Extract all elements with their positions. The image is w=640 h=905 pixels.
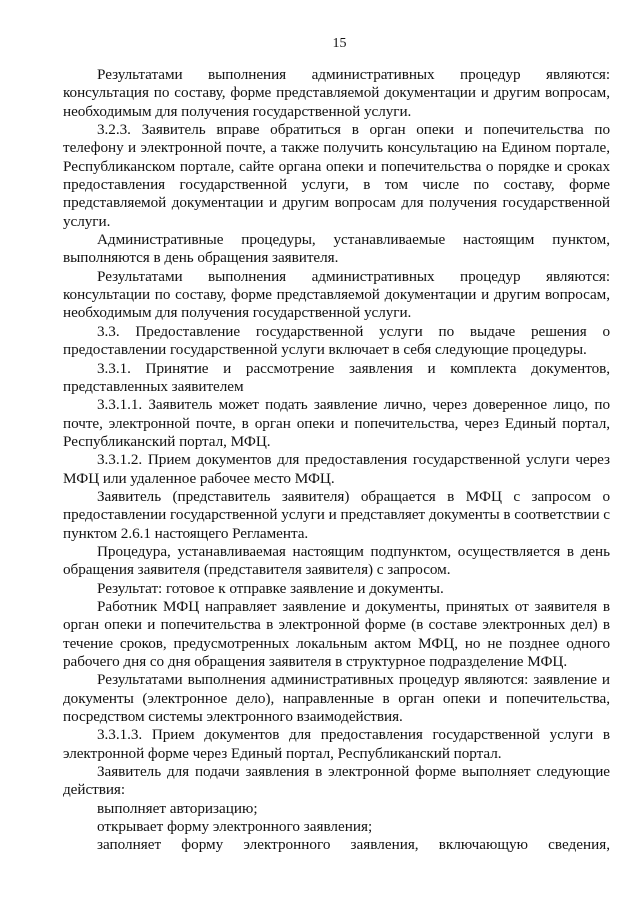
- paragraph-3-2-3: 3.2.3. Заявитель вправе обратиться в орган опеки и попечительства по телефону и электронной почте, а также получить консультацию на Едином портале, Республиканском портале, сайте органа опеки и попечительства о порядке и сроках предоставления государственной услуги, в том числе по составу, форме представляемой документации и другим вопросам для получения государственной услуги.: [63, 121, 610, 230]
- list-item-authorization: выполняет авторизацию;: [97, 799, 258, 817]
- paragraph-results-consultation: Результатами выполнения административных процедур являются: консультация по составу, форме представляемой документации и другим вопросам, необходимым для получения государственной услуги.: [63, 66, 610, 120]
- paragraph-result: Результат: готовое к отправке заявление и документы.: [97, 579, 444, 597]
- paragraph-3-3-1-3: 3.3.1.3. Прием документов для предоставления государственной услуги в электронной форме через Единый портал, Республиканский портал.: [63, 726, 610, 762]
- paragraph-applicant-actions: Заявитель для подачи заявления в электронной форме выполняет следующие действия:: [63, 763, 610, 799]
- paragraph-results-electronic: Результатами выполнения административных процедур являются: заявление и документы (электронное дело), направленные в орган опеки и попечительства, посредством системы электронного взаимодействия.: [63, 671, 610, 726]
- paragraph-3-3-1-1: 3.3.1.1. Заявитель может подать заявление лично, через доверенное лицо, по почте, электронной почте, в орган опеки и попечительства, через Единый портал, Республиканский портал, МФЦ.: [63, 396, 610, 450]
- list-item-open-form: открывает форму электронного заявления;: [97, 818, 373, 836]
- paragraph-applicant-mfc: Заявитель (представитель заявителя) обращается в МФЦ с запросом о предоставлении государственной услуги и представляет документы в соответствии с пунктом 2.6.1 настоящего Регламента.: [63, 487, 610, 542]
- paragraph-procedure-day: Процедура, устанавливаемая настоящим подпунктом, осуществляется в день обращения заявителя (представителя заявителя) с запросом.: [63, 542, 610, 579]
- page-number: 15: [332, 36, 347, 51]
- paragraph-3-3-1-2: 3.3.1.2. Прием документов для предоставления государственной услуги через МФЦ или удаленное рабочее место МФЦ.: [63, 451, 610, 487]
- paragraph-mfc-worker: Работник МФЦ направляет заявление и документы, принятых от заявителя в орган опеки и попечительства в электронной форме (в составе электронных дел) в течение сроков, предусмотренных локальным актом МФЦ, но не позднее одного рабочего дня со дня обращения заявителя в структурное подразделение МФЦ.: [63, 597, 610, 670]
- paragraph-results-consultations: Результатами выполнения административных процедур являются: консультации по составу, форме представляемой документации и другим вопросам, необходимым для получения государственной услуги.: [63, 267, 610, 322]
- list-item-fill-form: заполняет форму электронного заявления, включающую сведения,: [97, 836, 610, 854]
- paragraph-3-3: 3.3. Предоставление государственной услуги по выдаче решения о предоставлении государственной услуги включает в себя следующие процедуры.: [63, 322, 610, 359]
- paragraph-3-3-1: 3.3.1. Принятие и рассмотрение заявления и комплекта документов, представленных заявителем: [63, 359, 610, 395]
- paragraph-procedures-day: Административные процедуры, устанавливаемые настоящим пунктом, выполняются в день обращения заявителя.: [63, 231, 610, 267]
